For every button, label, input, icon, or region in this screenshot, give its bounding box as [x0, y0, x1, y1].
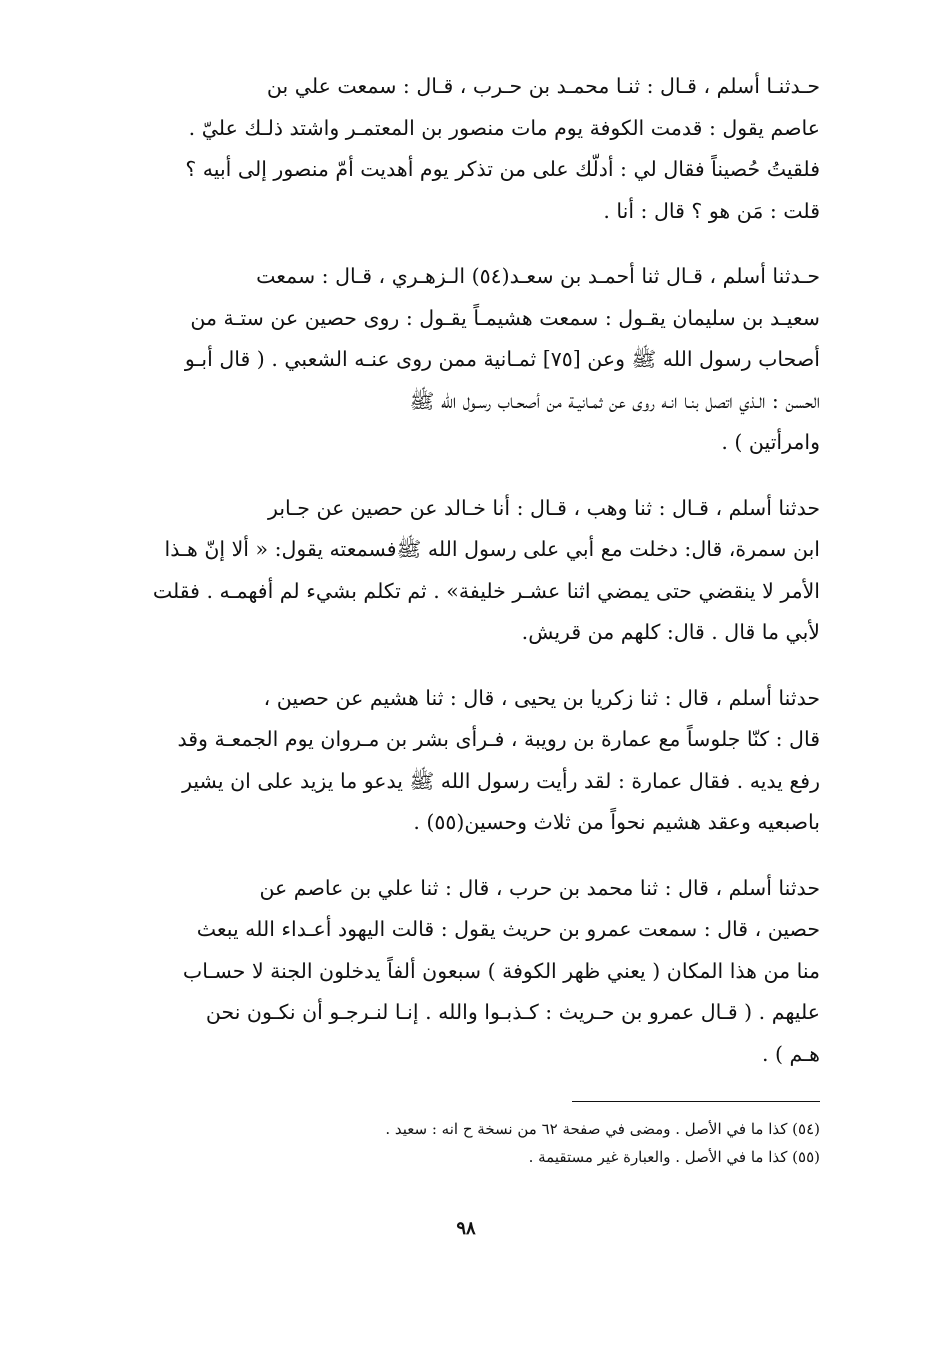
text-line: حصين ، قال : سمعت عمرو بن حريث يقول : قالت اليهود أعـداء الله يبعث [196, 917, 820, 941]
paragraph [112, 678, 820, 844]
paragraph [112, 256, 820, 464]
text-line: هـم ) . [761, 1041, 820, 1066]
text-line: عليهم . ( قـال عمرو بن حـريث : كـذبـوا والله . إنـا لنـرجـو أن نكـون نحن [205, 1000, 820, 1024]
page-number: ٩٨ [456, 1218, 476, 1239]
text-line: باصبعيه وعقد هشيم نحواً من ثلاث وحسين(٥٥) . [413, 810, 820, 834]
text-line: حـدثنـا أسلم ، قـال : ثنـا محمـد بن حـرب ، قـال : سمعت علي بن [266, 74, 820, 98]
footnote-divider [572, 1101, 820, 1102]
text-line: حـدثنا أسلم ، قـال ثنا أحمـد بن سعـد(٥٤) الـزهـري ، قـال : سمعت [256, 264, 820, 288]
text-line: الأمر لا ينقضي حتى يمضي اثنا عشـر خليفة» . ثم تكلم بشيء لم أفهمـه . فقلت [152, 578, 820, 603]
text-line: سعيـد بن سليمان يقـول : سمعت هشيمـاً يقـول : روى حصين عن ستـة من [190, 305, 820, 330]
text-line: فلقيتُ حُصيناً فقال لي : أدلّك على من تذكر يوم أهديت أمّ منصور إلى أبيه ؟ [185, 157, 820, 181]
text-line: حدثنا أسلم ، قـال : ثنا وهب ، قـال : أنا خـالد عن حصين عن جـابر [268, 495, 820, 520]
text-line: عاصم يقول : قدمت الكوفة يوم مات منصور بن المعتمـر واشتد ذلـك عليّ . [188, 115, 820, 140]
text-line: حدثنا أسلم ، قال : ثنا محمد بن حرب ، قال : ثنا علي بن عاصم عن [259, 875, 820, 900]
text-line: حدثنا أسلم ، قال : ثنا زكريا بن يحيى ، قال : ثنا هشيم عن حصين ، [263, 685, 820, 710]
paragraph [112, 868, 820, 1076]
text-line: وامرأتين ) . [721, 430, 820, 454]
text-line: قال : كنّا جلوساً مع عمارة بن رويبة ، فـرأى بشر بن مـروان يوم الجمعـة وقد [177, 727, 820, 751]
paragraph [112, 66, 820, 232]
text-line: منا من هذا المكان ( يعني ظهر الكوفة ) سبعون ألفاً يدخلون الجنة لا حسـاب [182, 958, 820, 983]
text-line: رفع يديه . فقال عمارة : لقد رأيت رسول الله ﷺ يدعو ما يزيد على ان يشير [182, 768, 820, 793]
text-line: لأبي ما قال . قال: كلهم من قريش. [521, 620, 820, 644]
footnote: (٥٤) كذا ما في الأصل . ومضى في صفحة ٦٢ من نسخة ح انه : سعيد . [385, 1120, 820, 1138]
footnotes [300, 1115, 820, 1171]
text-line: الحسن : الـذي اتصل بنـا انـه روى عن ثمـانيـة من أصحـاب رسـول الله ﷺ [409, 388, 820, 413]
main-text [112, 66, 820, 1075]
text-line: ابن سمرة، قال: دخلت مع أبي على رسول الله ﷺفسمعته يقول: « ألا إنّ هـذا [164, 537, 820, 561]
footnote: (٥٥) كذا ما في الأصل . والعبارة غير مستقيمة . [528, 1148, 820, 1166]
text-line: أصحاب رسول الله ﷺ وعن [٧٥] ثمـانية ممن روى عنـه الشعبي . ( قال أبـو [184, 347, 820, 371]
paragraph [112, 488, 820, 654]
text-line: قلت : مَن هو ؟ قال : أنا . [603, 198, 820, 223]
